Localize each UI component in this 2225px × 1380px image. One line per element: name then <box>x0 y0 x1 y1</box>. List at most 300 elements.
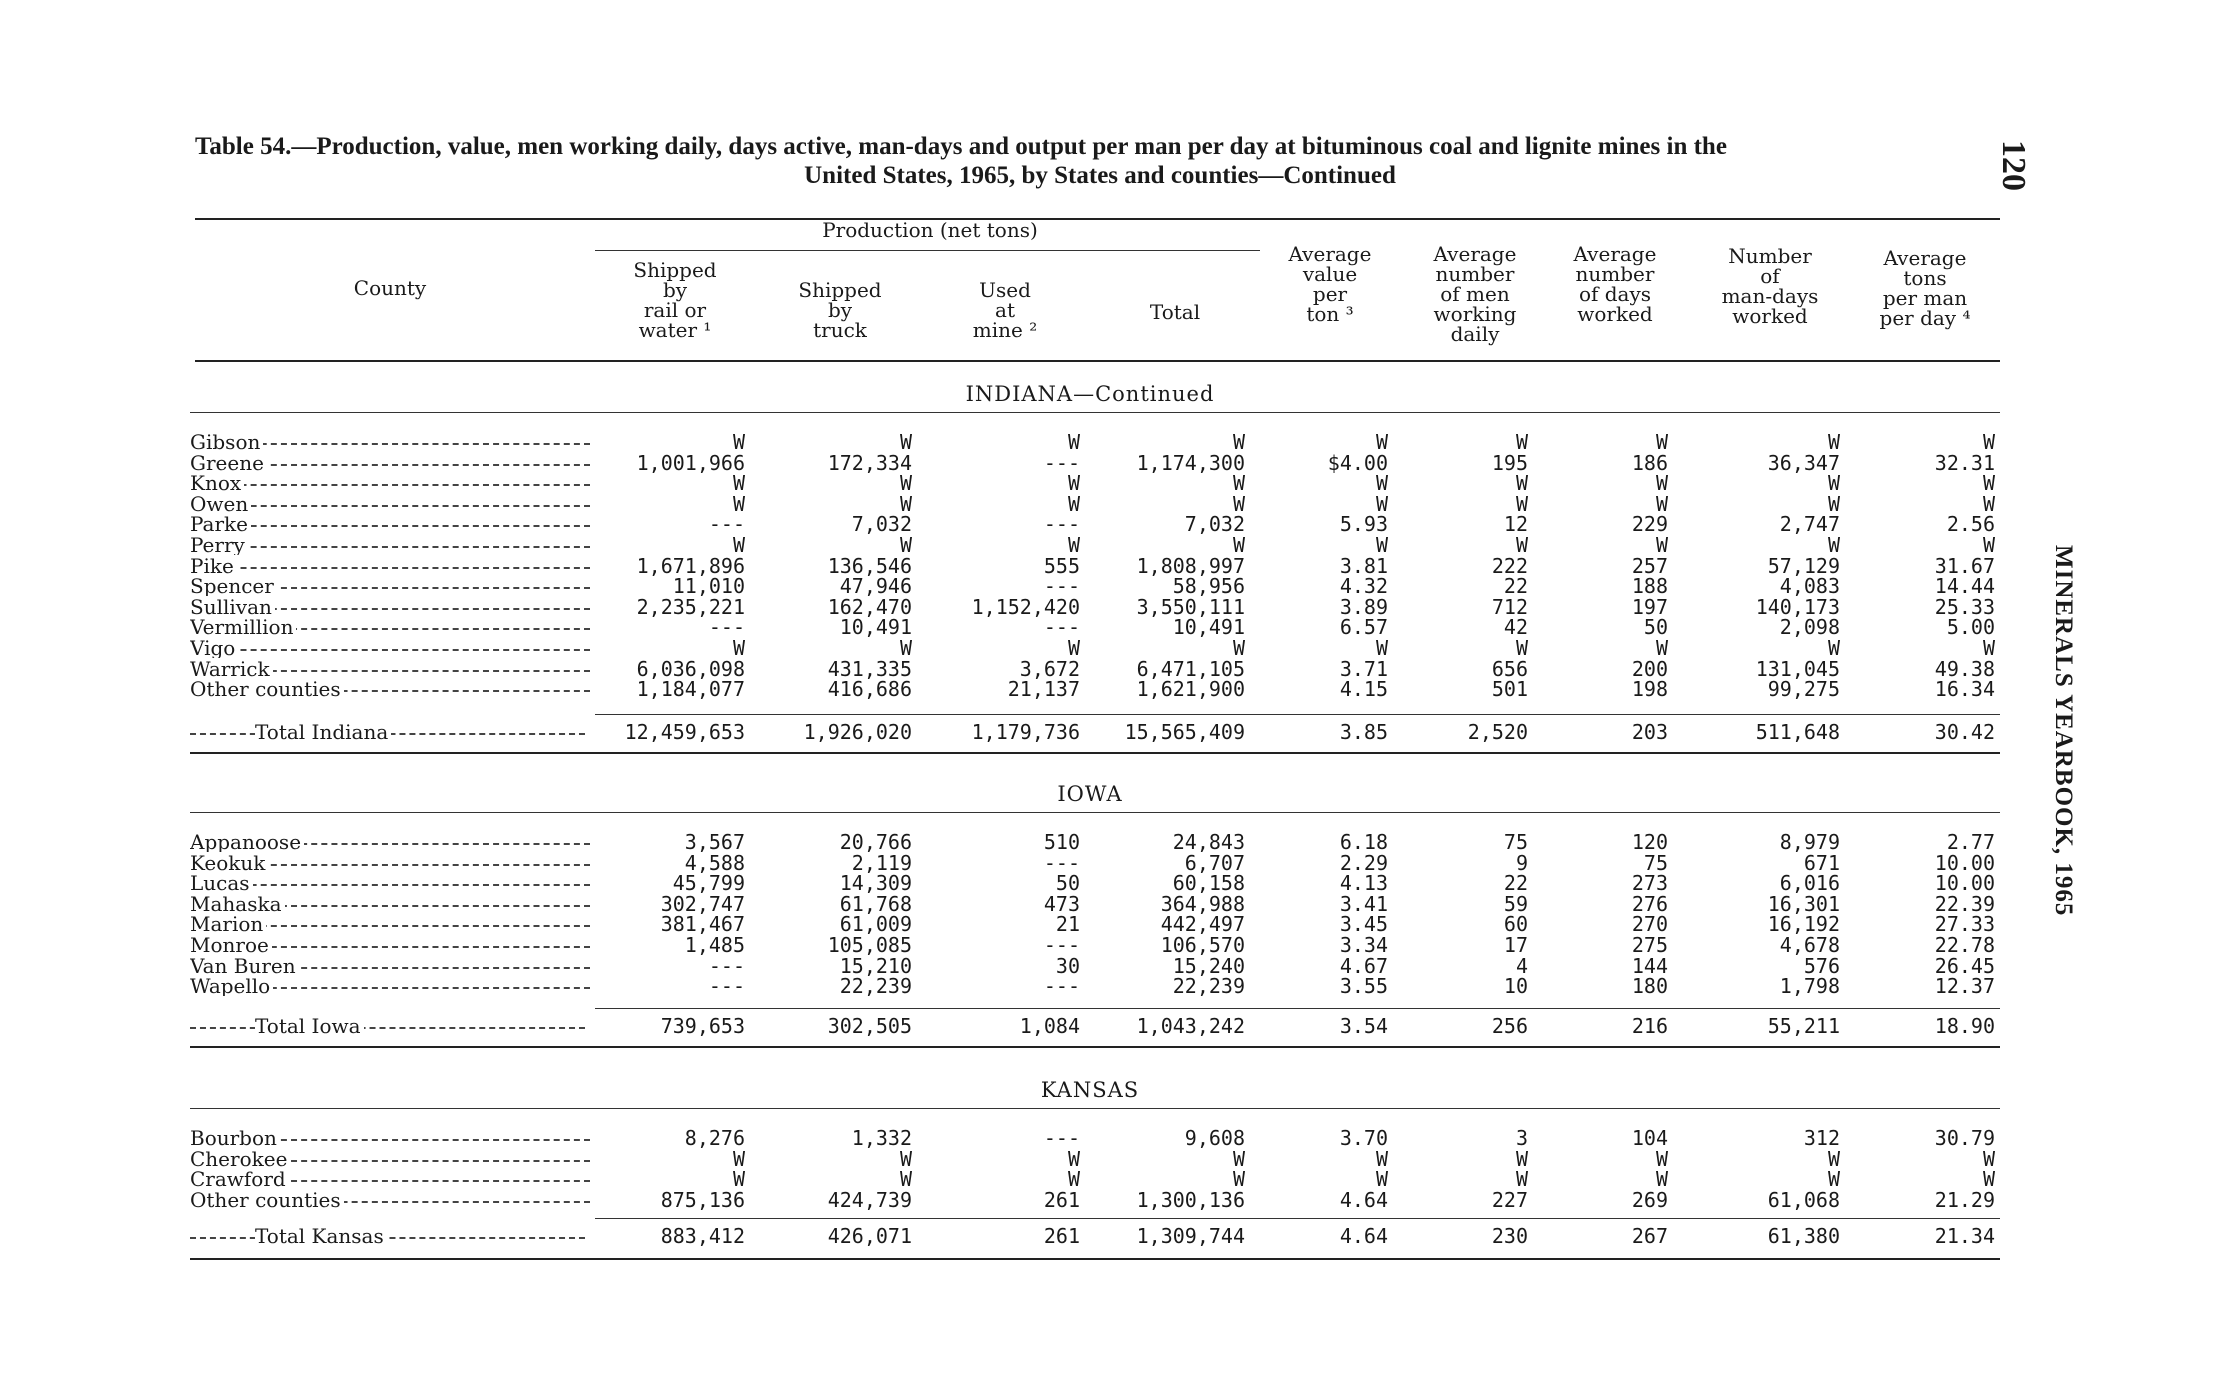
county-name: Bourbon <box>190 1128 280 1148</box>
cell-days: 104 <box>1631 1126 1668 1150</box>
header-average-days: Average number of days worked <box>1573 242 1657 326</box>
cell-mandays: 312 <box>1803 1126 1840 1150</box>
county-name: Vermillion <box>190 617 296 637</box>
cell-total: W <box>1232 430 1245 454</box>
table-row <box>190 617 2190 637</box>
cell-value: 4.15 <box>1339 677 1388 701</box>
cell-total: 106,570 <box>1160 933 1245 957</box>
cell-mandays: W <box>1827 471 1840 495</box>
section-rule <box>190 812 2000 813</box>
cell-truck: 172,334 <box>827 451 912 475</box>
cell-used: W <box>1067 1167 1080 1191</box>
cell-days: W <box>1655 533 1668 557</box>
county-name-cell <box>190 494 590 514</box>
header-shipped-rail: Shipped by rail or water ¹ <box>633 258 717 342</box>
county-name-cell <box>190 617 590 637</box>
cell-value: $4.00 <box>1327 451 1388 475</box>
cell-days: 180 <box>1631 974 1668 998</box>
county-name: Owen <box>190 494 251 514</box>
cell-days: 144 <box>1631 954 1668 978</box>
cell-men: 4 <box>1515 954 1528 978</box>
cell-total: 1,300,136 <box>1136 1188 1245 1212</box>
cell-mandays: 16,192 <box>1767 912 1840 936</box>
cell-rail: 381,467 <box>660 912 745 936</box>
cell-truck: 61,768 <box>839 892 912 916</box>
cell-used: --- <box>1043 1126 1080 1150</box>
cell-days: 269 <box>1631 1188 1668 1212</box>
cell-perday: W <box>1982 533 1995 557</box>
cell-rail: 45,799 <box>672 871 745 895</box>
county-name-cell <box>190 679 590 699</box>
cell-mandays: 2,098 <box>1779 615 1840 639</box>
county-name: Knox <box>190 473 244 493</box>
cell-men: W <box>1515 471 1528 495</box>
cell-men: 17 <box>1503 933 1528 957</box>
cell-value: 4.32 <box>1339 574 1388 598</box>
leader-dots <box>190 1237 585 1239</box>
cell-total: 10,491 <box>1172 615 1245 639</box>
cell-mandays: W <box>1827 636 1840 660</box>
cell-days: 198 <box>1631 677 1668 701</box>
cell-total: 15,565,409 <box>1124 720 1245 744</box>
cell-total: 442,497 <box>1160 912 1245 936</box>
cell-men: W <box>1515 1147 1528 1171</box>
cell-mandays: 2,747 <box>1779 512 1840 536</box>
cell-days: W <box>1655 471 1668 495</box>
table-row <box>190 914 2190 934</box>
cell-truck: 20,766 <box>839 830 912 854</box>
header-tons-per-man: Average tons per man per day ⁴ <box>1879 246 1971 330</box>
cell-perday: W <box>1982 471 1995 495</box>
county-name-cell <box>190 535 590 555</box>
header-bottom-rule <box>195 360 2000 362</box>
cell-truck: 105,085 <box>827 933 912 957</box>
cell-truck: 431,335 <box>827 657 912 681</box>
table-row <box>190 935 2190 955</box>
cell-mandays: W <box>1827 430 1840 454</box>
cell-value: W <box>1375 533 1388 557</box>
cell-rail: 2,235,221 <box>636 595 745 619</box>
cell-used: --- <box>1043 615 1080 639</box>
cell-mandays: 99,275 <box>1767 677 1840 701</box>
cell-mandays: W <box>1827 533 1840 557</box>
cell-rail: W <box>732 533 745 557</box>
cell-days: 200 <box>1631 657 1668 681</box>
production-group-rule <box>595 250 1260 251</box>
county-name-cell <box>190 894 590 914</box>
cell-truck: W <box>899 492 912 516</box>
county-name-cell <box>190 638 590 658</box>
cell-truck: 14,309 <box>839 871 912 895</box>
cell-total: 1,309,744 <box>1136 1224 1245 1248</box>
county-name-cell <box>190 722 585 742</box>
cell-value: 4.64 <box>1339 1224 1388 1248</box>
section-title: IOWA <box>1057 782 1123 806</box>
cell-value: 4.67 <box>1339 954 1388 978</box>
cell-days: 186 <box>1631 451 1668 475</box>
cell-rail: 3,567 <box>684 830 745 854</box>
cell-rail: 12,459,653 <box>624 720 745 744</box>
cell-used: 261 <box>1043 1188 1080 1212</box>
cell-total: 6,707 <box>1184 851 1245 875</box>
section-end-rule <box>190 1258 2000 1260</box>
county-name-cell <box>190 853 590 873</box>
cell-rail: 11,010 <box>672 574 745 598</box>
cell-total: 15,240 <box>1172 954 1245 978</box>
county-name-cell <box>190 976 590 996</box>
cell-rail: 8,276 <box>684 1126 745 1150</box>
cell-men: 9 <box>1515 851 1528 875</box>
total-rule <box>595 1008 2000 1009</box>
county-name: Cherokee <box>190 1149 290 1169</box>
cell-men: 75 <box>1503 830 1528 854</box>
cell-value: W <box>1375 636 1388 660</box>
cell-perday: 21.29 <box>1934 1188 1995 1212</box>
cell-mandays: 8,979 <box>1779 830 1840 854</box>
header-man-days: Number of man-days worked <box>1721 244 1819 328</box>
cell-men: 22 <box>1503 574 1528 598</box>
cell-days: 188 <box>1631 574 1668 598</box>
cell-mandays: 140,173 <box>1755 595 1840 619</box>
leader-dots <box>190 484 590 486</box>
cell-perday: 31.67 <box>1934 554 1995 578</box>
cell-truck: 1,332 <box>851 1126 912 1150</box>
cell-truck: 61,009 <box>839 912 912 936</box>
cell-days: 273 <box>1631 871 1668 895</box>
cell-men: W <box>1515 636 1528 660</box>
cell-truck: 426,071 <box>827 1224 912 1248</box>
cell-perday: W <box>1982 492 1995 516</box>
cell-value: 3.89 <box>1339 595 1388 619</box>
county-name-cell <box>190 1190 590 1210</box>
total-row <box>190 1016 2190 1036</box>
cell-value: W <box>1375 492 1388 516</box>
running-head: MINERALS YEARBOOK, 1965 <box>2050 545 2077 917</box>
cell-used: --- <box>1043 574 1080 598</box>
cell-truck: W <box>899 533 912 557</box>
cell-perday: 18.90 <box>1934 1014 1995 1038</box>
county-name: Wapello <box>190 976 273 996</box>
county-name: Greene <box>190 453 267 473</box>
county-name-cell <box>190 956 590 976</box>
cell-total: W <box>1232 492 1245 516</box>
table-row <box>190 1128 2190 1148</box>
cell-total: 1,808,997 <box>1136 554 1245 578</box>
cell-rail: --- <box>708 974 745 998</box>
county-name-cell <box>190 935 590 955</box>
county-name-cell <box>190 1226 585 1246</box>
cell-value: 6.57 <box>1339 615 1388 639</box>
cell-mandays: 576 <box>1803 954 1840 978</box>
cell-truck: W <box>899 1167 912 1191</box>
county-name: Parke <box>190 514 251 534</box>
cell-men: 222 <box>1491 554 1528 578</box>
county-name: Total Iowa <box>255 1016 364 1036</box>
cell-men: 501 <box>1491 677 1528 701</box>
cell-truck: 416,686 <box>827 677 912 701</box>
cell-value: 3.34 <box>1339 933 1388 957</box>
cell-truck: 1,926,020 <box>803 720 912 744</box>
cell-mandays: 55,211 <box>1767 1014 1840 1038</box>
county-name: Lucas <box>190 873 253 893</box>
county-name: Van Buren <box>190 956 299 976</box>
cell-mandays: 36,347 <box>1767 451 1840 475</box>
cell-rail: 875,136 <box>660 1188 745 1212</box>
section-title: INDIANA—Continued <box>965 382 1215 406</box>
county-name: Other counties <box>190 679 344 699</box>
cell-days: 203 <box>1631 720 1668 744</box>
cell-rail: W <box>732 471 745 495</box>
page-number: 120 <box>1995 140 2032 191</box>
cell-mandays: 57,129 <box>1767 554 1840 578</box>
county-name: Monroe <box>190 935 272 955</box>
cell-rail: 1,001,966 <box>636 451 745 475</box>
cell-mandays: 61,068 <box>1767 1188 1840 1212</box>
cell-rail: W <box>732 492 745 516</box>
cell-used: 3,672 <box>1019 657 1080 681</box>
cell-days: W <box>1655 430 1668 454</box>
cell-mandays: W <box>1827 1147 1840 1171</box>
county-name: Mahaska <box>190 894 285 914</box>
header-average-value: Average value per ton ³ <box>1288 242 1372 326</box>
cell-rail: 739,653 <box>660 1014 745 1038</box>
cell-truck: 7,032 <box>851 512 912 536</box>
cell-value: 3.81 <box>1339 554 1388 578</box>
total-row <box>190 1226 2190 1246</box>
cell-truck: 15,210 <box>839 954 912 978</box>
table-row <box>190 638 2190 658</box>
cell-men: W <box>1515 1167 1528 1191</box>
cell-value: W <box>1375 471 1388 495</box>
cell-days: 75 <box>1643 851 1668 875</box>
cell-perday: W <box>1982 1167 1995 1191</box>
cell-mandays: 6,016 <box>1779 871 1840 895</box>
county-name: Total Indiana <box>255 722 391 742</box>
county-name-cell <box>190 597 590 617</box>
county-name: Pike <box>190 556 237 576</box>
cell-total: 3,550,111 <box>1136 595 1245 619</box>
cell-used: W <box>1067 492 1080 516</box>
cell-used: --- <box>1043 974 1080 998</box>
cell-days: W <box>1655 492 1668 516</box>
cell-value: W <box>1375 430 1388 454</box>
cell-used: --- <box>1043 933 1080 957</box>
cell-perday: 10.00 <box>1934 871 1995 895</box>
cell-men: 256 <box>1491 1014 1528 1038</box>
table-row <box>190 956 2190 976</box>
cell-truck: 47,946 <box>839 574 912 598</box>
header-shipped-truck: Shipped by truck <box>798 278 882 342</box>
cell-men: 59 <box>1503 892 1528 916</box>
leader-dots <box>190 1027 585 1029</box>
leader-dots <box>190 546 590 548</box>
cell-rail: 1,485 <box>684 933 745 957</box>
cell-rail: 1,671,896 <box>636 554 745 578</box>
cell-days: 267 <box>1631 1224 1668 1248</box>
cell-men: 10 <box>1503 974 1528 998</box>
total-row <box>190 722 2190 742</box>
cell-value: 3.55 <box>1339 974 1388 998</box>
cell-value: 3.70 <box>1339 1126 1388 1150</box>
cell-used: 555 <box>1043 554 1080 578</box>
header-used-at-mine: Used at mine ² <box>972 278 1038 342</box>
cell-perday: 12.37 <box>1934 974 1995 998</box>
county-name: Gibson <box>190 432 263 452</box>
leader-dots <box>190 649 590 651</box>
table-row <box>190 535 2190 555</box>
cell-truck: 10,491 <box>839 615 912 639</box>
cell-value: 4.13 <box>1339 871 1388 895</box>
cell-used: W <box>1067 430 1080 454</box>
cell-days: 270 <box>1631 912 1668 936</box>
cell-value: 3.85 <box>1339 720 1388 744</box>
cell-value: 3.54 <box>1339 1014 1388 1038</box>
cell-total: 60,158 <box>1172 871 1245 895</box>
cell-rail: 4,588 <box>684 851 745 875</box>
cell-men: 22 <box>1503 871 1528 895</box>
cell-perday: 2.77 <box>1946 830 1995 854</box>
table-row <box>190 556 2190 576</box>
cell-perday: 30.79 <box>1934 1126 1995 1150</box>
county-name-cell <box>190 432 590 452</box>
cell-total: 364,988 <box>1160 892 1245 916</box>
county-name-cell <box>190 832 590 852</box>
cell-total: 7,032 <box>1184 512 1245 536</box>
cell-rail: W <box>732 1147 745 1171</box>
cell-perday: 26.45 <box>1934 954 1995 978</box>
total-rule <box>595 714 2000 715</box>
cell-mandays: 61,380 <box>1767 1224 1840 1248</box>
cell-perday: 27.33 <box>1934 912 1995 936</box>
table-row <box>190 576 2190 596</box>
cell-days: W <box>1655 1167 1668 1191</box>
cell-total: 1,043,242 <box>1136 1014 1245 1038</box>
header-total: Total <box>1149 300 1201 324</box>
cell-days: W <box>1655 636 1668 660</box>
cell-days: 229 <box>1631 512 1668 536</box>
cell-rail: --- <box>708 512 745 536</box>
cell-value: W <box>1375 1167 1388 1191</box>
cell-men: W <box>1515 430 1528 454</box>
table-row <box>190 494 2190 514</box>
cell-used: W <box>1067 636 1080 660</box>
cell-used: 510 <box>1043 830 1080 854</box>
cell-men: 656 <box>1491 657 1528 681</box>
cell-used: 1,179,736 <box>971 720 1080 744</box>
cell-days: 120 <box>1631 830 1668 854</box>
section-title: KANSAS <box>1040 1078 1140 1102</box>
cell-used: W <box>1067 1147 1080 1171</box>
cell-used: --- <box>1043 512 1080 536</box>
table-title <box>195 132 2005 190</box>
cell-truck: 136,546 <box>827 554 912 578</box>
cell-perday: W <box>1982 1147 1995 1171</box>
table-row <box>190 679 2190 699</box>
cell-rail: W <box>732 430 745 454</box>
table-row <box>190 432 2190 452</box>
cell-days: W <box>1655 1147 1668 1171</box>
cell-value: W <box>1375 1147 1388 1171</box>
cell-men: 227 <box>1491 1188 1528 1212</box>
cell-mandays: 4,083 <box>1779 574 1840 598</box>
cell-rail: 302,747 <box>660 892 745 916</box>
county-name: Other counties <box>190 1190 344 1210</box>
cell-rail: 6,036,098 <box>636 657 745 681</box>
table-title-line-2: United States, 1965, by States and counties—Continued <box>804 162 1396 189</box>
cell-perday: 22.39 <box>1934 892 1995 916</box>
cell-total: W <box>1232 533 1245 557</box>
header-average-men: Average number of men working daily <box>1433 242 1517 346</box>
section-rule <box>190 412 2000 413</box>
table-row <box>190 453 2190 473</box>
cell-perday: 16.34 <box>1934 677 1995 701</box>
table-row <box>190 1169 2190 1189</box>
table-row <box>190 1149 2190 1169</box>
cell-used: 1,084 <box>1019 1014 1080 1038</box>
cell-truck: W <box>899 636 912 660</box>
cell-used: 21,137 <box>1007 677 1080 701</box>
cell-men: 42 <box>1503 615 1528 639</box>
cell-truck: 162,470 <box>827 595 912 619</box>
cell-truck: 302,505 <box>827 1014 912 1038</box>
county-name-cell <box>190 914 590 934</box>
table-row <box>190 514 2190 534</box>
county-name: Total Kansas <box>255 1226 387 1246</box>
county-name: Perry <box>190 535 248 555</box>
county-name: Vigo <box>190 638 238 658</box>
cell-value: 3.41 <box>1339 892 1388 916</box>
table-row <box>190 597 2190 617</box>
cell-men: 12 <box>1503 512 1528 536</box>
cell-perday: 49.38 <box>1934 657 1995 681</box>
county-name-cell <box>190 473 590 493</box>
cell-days: 257 <box>1631 554 1668 578</box>
county-name: Crawford <box>190 1169 289 1189</box>
cell-total: 1,621,900 <box>1136 677 1245 701</box>
cell-used: 30 <box>1055 954 1080 978</box>
total-rule <box>595 1218 2000 1219</box>
cell-perday: 30.42 <box>1934 720 1995 744</box>
cell-men: W <box>1515 492 1528 516</box>
cell-total: 9,608 <box>1184 1126 1245 1150</box>
cell-rail: 1,184,077 <box>636 677 745 701</box>
county-name-cell <box>190 1128 590 1148</box>
cell-perday: 21.34 <box>1934 1224 1995 1248</box>
cell-perday: 10.00 <box>1934 851 1995 875</box>
cell-perday: 5.00 <box>1946 615 1995 639</box>
cell-perday: 32.31 <box>1934 451 1995 475</box>
cell-total: 22,239 <box>1172 974 1245 998</box>
section-rule <box>190 1108 2000 1109</box>
county-name-cell <box>190 453 590 473</box>
cell-truck: W <box>899 471 912 495</box>
table-row <box>190 832 2190 852</box>
county-name: Marion <box>190 914 266 934</box>
county-name-cell <box>190 556 590 576</box>
cell-total: 58,956 <box>1172 574 1245 598</box>
cell-rail: W <box>732 636 745 660</box>
cell-used: 21 <box>1055 912 1080 936</box>
cell-men: 230 <box>1491 1224 1528 1248</box>
county-name: Warrick <box>190 659 273 679</box>
cell-value: 3.71 <box>1339 657 1388 681</box>
cell-days: 50 <box>1643 615 1668 639</box>
cell-rail: W <box>732 1167 745 1191</box>
county-name-cell <box>190 1149 590 1169</box>
cell-mandays: 4,678 <box>1779 933 1840 957</box>
cell-mandays: 16,301 <box>1767 892 1840 916</box>
table-row <box>190 1190 2190 1210</box>
